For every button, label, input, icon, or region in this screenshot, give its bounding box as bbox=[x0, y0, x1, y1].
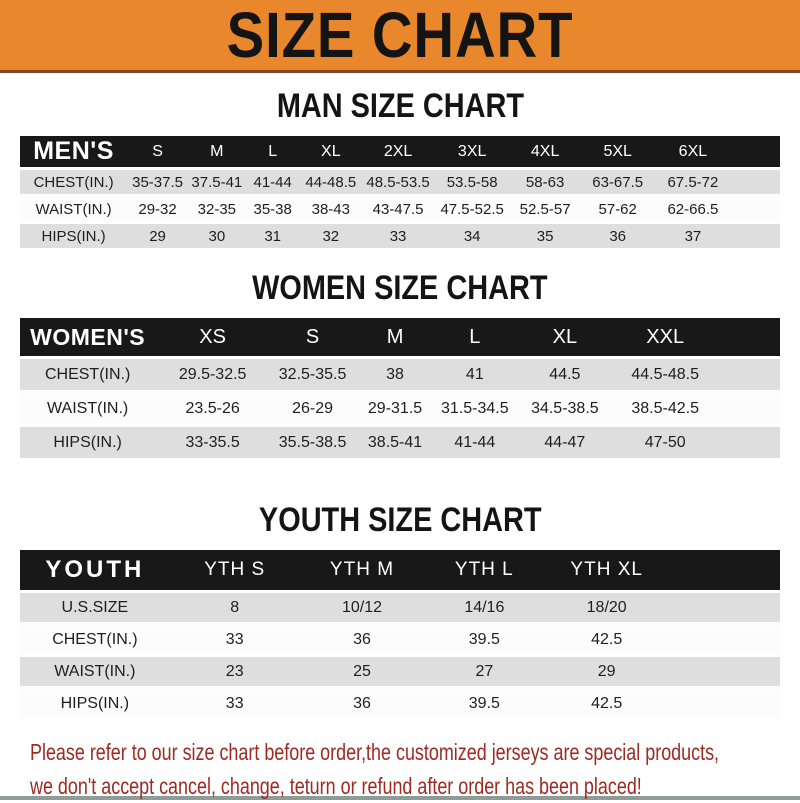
size-column-header: S bbox=[152, 142, 163, 160]
size-value-cell: 39.5 bbox=[468, 694, 500, 712]
row-filler-cell bbox=[669, 593, 780, 622]
size-value-cell: 32.5-35.5 bbox=[278, 365, 347, 383]
size-column-header: XL bbox=[321, 142, 341, 160]
size-column-header: YTH XL bbox=[570, 559, 643, 580]
disclaimer bbox=[30, 735, 800, 803]
size-value-cell: 37 bbox=[684, 227, 702, 245]
size-value-cell: 35-37.5 bbox=[132, 173, 183, 191]
size-column-header: M bbox=[210, 142, 224, 160]
size-value-cell: 32 bbox=[322, 227, 340, 245]
size-column-header: YTH M bbox=[329, 559, 395, 580]
size-value-cell: 34.5-38.5 bbox=[531, 399, 599, 417]
measurement-row bbox=[20, 170, 780, 194]
men-section-heading bbox=[0, 87, 800, 125]
size-value-cell: 36 bbox=[353, 630, 371, 648]
size-value-cell: 41-44 bbox=[454, 433, 496, 451]
youth-table-label: YOUTH bbox=[45, 556, 145, 583]
section-heading-text: YOUTH SIZE CHART bbox=[258, 501, 542, 539]
size-value-cell: 62-66.5 bbox=[667, 200, 719, 218]
size-value-cell: 36 bbox=[353, 694, 371, 712]
women-size-table bbox=[20, 315, 780, 461]
size-value-cell: 35.5-38.5 bbox=[278, 433, 347, 451]
disclaimer-text: we don't accept cancel, change, teturn or refund after order has been placed! bbox=[30, 773, 642, 799]
disclaimer-line-2 bbox=[30, 769, 800, 803]
measurement-row bbox=[20, 657, 780, 686]
measurement-row bbox=[20, 393, 780, 424]
table-body bbox=[20, 359, 780, 458]
size-value-cell: 42.5 bbox=[591, 630, 623, 648]
row-filler-cell bbox=[715, 427, 780, 458]
size-value-cell: 33 bbox=[225, 694, 244, 712]
size-value-cell: 44-48.5 bbox=[305, 173, 357, 191]
size-value-cell: 47-50 bbox=[644, 433, 686, 451]
size-value-cell: 26-29 bbox=[292, 399, 334, 417]
women-size-chart-section bbox=[0, 269, 800, 461]
size-value-cell: 38.5-42.5 bbox=[631, 399, 699, 417]
row-label: CHEST(IN.) bbox=[44, 365, 131, 383]
table-body bbox=[20, 593, 780, 718]
size-value-cell: 44-47 bbox=[544, 433, 586, 451]
size-value-cell: 33 bbox=[389, 227, 407, 245]
size-value-cell: 29 bbox=[597, 662, 616, 680]
row-filler-cell bbox=[715, 359, 780, 390]
table-header bbox=[20, 136, 780, 167]
size-column-header: XS bbox=[199, 325, 226, 348]
table-header bbox=[20, 318, 780, 356]
size-value-cell: 34 bbox=[463, 227, 481, 245]
size-value-cell: 63-67.5 bbox=[592, 173, 644, 191]
size-value-cell: 38 bbox=[386, 365, 404, 383]
size-column-header: 4XL bbox=[530, 142, 560, 160]
size-column-header: S bbox=[305, 325, 320, 348]
size-value-cell: 36 bbox=[609, 227, 627, 245]
size-value-cell: 38.5-41 bbox=[367, 433, 423, 451]
size-value-cell: 10/12 bbox=[341, 598, 382, 616]
header-row bbox=[20, 318, 780, 356]
size-value-cell: 44.5 bbox=[549, 365, 581, 383]
size-value-cell: 53.5-58 bbox=[446, 173, 498, 191]
measurement-row bbox=[20, 689, 780, 718]
table-header bbox=[20, 550, 780, 590]
row-label: HIPS(IN.) bbox=[53, 433, 122, 451]
size-column-header: L bbox=[469, 325, 481, 348]
size-value-cell: 44.5-48.5 bbox=[631, 365, 699, 383]
size-value-cell: 23.5-26 bbox=[185, 399, 240, 417]
size-value-cell: 25 bbox=[353, 662, 371, 680]
size-column-header: 6XL bbox=[678, 142, 708, 160]
youth-size-chart-section bbox=[0, 501, 800, 721]
size-charts-container bbox=[0, 87, 800, 721]
size-value-cell: 18/20 bbox=[586, 598, 627, 616]
size-column-header: YTH L bbox=[454, 559, 514, 580]
youth-size-table bbox=[20, 547, 780, 721]
size-value-cell: 33-35.5 bbox=[185, 433, 240, 451]
measurement-row bbox=[20, 593, 780, 622]
row-label: HIPS(IN.) bbox=[60, 694, 130, 712]
row-label: HIPS(IN.) bbox=[41, 227, 106, 245]
measurement-row bbox=[20, 427, 780, 458]
size-value-cell: 58-63 bbox=[525, 173, 565, 191]
row-label: CHEST(IN.) bbox=[52, 630, 138, 648]
women-table-label: WOMEN'S bbox=[30, 323, 146, 350]
men-size-chart-section bbox=[0, 87, 800, 251]
row-label: WAIST(IN.) bbox=[35, 200, 112, 218]
row-label: U.S.SIZE bbox=[61, 598, 129, 616]
row-filler-cell bbox=[731, 170, 780, 194]
size-value-cell: 29-31.5 bbox=[367, 399, 423, 417]
size-value-cell: 27 bbox=[475, 662, 494, 680]
size-value-cell: 39.5 bbox=[468, 630, 500, 648]
header-filler-cell bbox=[715, 318, 780, 356]
measurement-row bbox=[20, 197, 780, 221]
banner-title: SIZE CHART bbox=[226, 0, 574, 71]
size-value-cell: 47.5-52.5 bbox=[440, 200, 504, 218]
row-filler-cell bbox=[669, 689, 780, 718]
size-value-cell: 43-47.5 bbox=[372, 200, 424, 218]
size-value-cell: 38-43 bbox=[311, 200, 350, 218]
women-section-heading bbox=[0, 269, 800, 307]
size-value-cell: 33 bbox=[225, 630, 244, 648]
row-label: CHEST(IN.) bbox=[33, 173, 114, 191]
disclaimer-text: Please refer to our size chart before order,the customized jerseys are special products, bbox=[30, 739, 720, 765]
section-heading-text: WOMEN SIZE CHART bbox=[252, 269, 548, 307]
size-column-header: L bbox=[268, 142, 278, 160]
size-value-cell: 29.5-32.5 bbox=[178, 365, 247, 383]
row-filler-cell bbox=[669, 625, 780, 654]
row-filler-cell bbox=[715, 393, 780, 424]
header-row bbox=[20, 136, 780, 167]
size-value-cell: 23 bbox=[225, 662, 244, 680]
banner bbox=[0, 0, 800, 73]
youth-section-heading bbox=[0, 501, 800, 539]
row-filler-cell bbox=[731, 224, 780, 248]
size-value-cell: 48.5-53.5 bbox=[366, 173, 430, 191]
size-value-cell: 67.5-72 bbox=[667, 173, 719, 191]
header-row bbox=[20, 550, 780, 590]
row-label: WAIST(IN.) bbox=[54, 662, 136, 680]
row-filler-cell bbox=[669, 657, 780, 686]
size-value-cell: 29 bbox=[149, 227, 166, 245]
size-value-cell: 41-44 bbox=[253, 173, 292, 191]
size-value-cell: 30 bbox=[208, 227, 226, 245]
table-body bbox=[20, 170, 780, 248]
size-value-cell: 35-38 bbox=[253, 200, 292, 218]
header-filler-cell bbox=[731, 136, 780, 167]
size-column-header: YTH S bbox=[204, 559, 266, 580]
men-size-table bbox=[20, 133, 780, 251]
size-column-header: 3XL bbox=[457, 142, 487, 160]
size-value-cell: 35 bbox=[536, 227, 554, 245]
size-column-header: XL bbox=[552, 325, 578, 348]
size-value-cell: 31 bbox=[264, 227, 282, 245]
size-value-cell: 41 bbox=[465, 365, 484, 383]
size-column-header: 2XL bbox=[383, 142, 413, 160]
size-column-header: XXL bbox=[646, 325, 685, 348]
size-value-cell: 31.5-34.5 bbox=[441, 399, 509, 417]
size-value-cell: 8 bbox=[230, 598, 240, 616]
row-label: WAIST(IN.) bbox=[47, 399, 129, 417]
measurement-row bbox=[20, 224, 780, 248]
disclaimer-line-1 bbox=[30, 735, 800, 769]
size-column-header: M bbox=[386, 325, 404, 348]
size-value-cell: 32-35 bbox=[197, 200, 237, 218]
size-value-cell: 57-62 bbox=[598, 200, 637, 218]
size-value-cell: 52.5-57 bbox=[519, 200, 571, 218]
size-value-cell: 29-32 bbox=[138, 200, 177, 218]
row-filler-cell bbox=[731, 197, 780, 221]
section-heading-text: MAN SIZE CHART bbox=[276, 87, 524, 125]
size-value-cell: 37.5-41 bbox=[191, 173, 243, 191]
measurement-row bbox=[20, 625, 780, 654]
size-value-cell: 14/16 bbox=[464, 598, 505, 616]
men-table-label: MEN'S bbox=[33, 137, 114, 165]
measurement-row bbox=[20, 359, 780, 390]
size-value-cell: 42.5 bbox=[591, 694, 623, 712]
header-filler-cell bbox=[669, 550, 780, 590]
size-column-header: 5XL bbox=[603, 142, 632, 160]
